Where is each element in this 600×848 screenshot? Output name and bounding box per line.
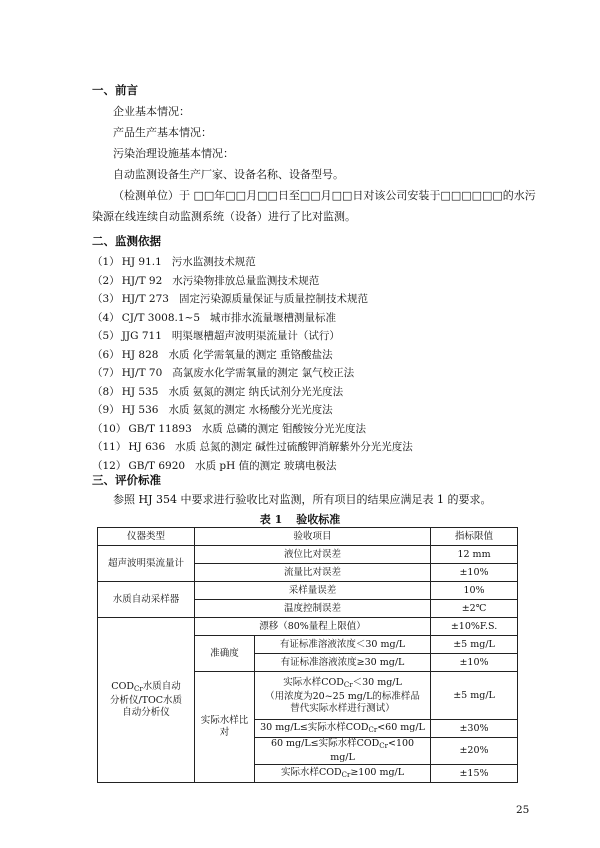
table-row [98, 618, 518, 636]
reference-item: （11） HJ 636 水质 总氮的测定 碱性过硫酸钾消解紫外分光光度法 [92, 441, 413, 453]
preface-enterprise: 企业基本情况： [113, 105, 190, 118]
criteria-limit: ±5 mg/L [431, 636, 518, 654]
criteria-limit: 10% [431, 582, 518, 600]
preface-monitoring-statement-cont: 染源在线连续自动监测系统（设备）进行了比对监测。 [92, 210, 356, 223]
accuracy-group-label: 准确度 [195, 636, 255, 672]
criteria-item: 流量比对误差 [195, 564, 431, 582]
header-item: 验收项目 [195, 528, 431, 546]
criteria-limit: ±30% [431, 720, 518, 738]
criteria-item: 温度控制误差 [195, 600, 431, 618]
page-number: 25 [516, 804, 530, 816]
preface-production: 产品生产基本情况： [113, 126, 212, 139]
reference-item: （4） CJ/T 3008.1~5 城市排水流量堰槽测量标准 [92, 311, 337, 324]
criteria-item: 液位比对误差 [195, 546, 431, 564]
criteria-item: 采样量误差 [195, 582, 431, 600]
criteria-paragraph: 参照 HJ 354 中要求进行验收比对监测，所有项目的结果应满足表 1 的要求。 [113, 493, 492, 506]
criteria-item: 有证标准溶液浓度≥30 mg/L [255, 654, 431, 672]
table-caption-title: 验收标准 [296, 513, 341, 526]
table-caption-number: 表 1 [259, 513, 283, 526]
criteria-item: 30 mg/L≤实际水样$COD_{Cr}<60$ mg/L [255, 720, 431, 738]
instrument-cod-analyzer: $COD_{Cr}$水质自动分析仪/TOC水质自动分析仪 [98, 618, 195, 783]
reference-item: （6） HJ 828 水质 化学需氧量的测定 重铬酸盐法 [92, 348, 333, 361]
reference-item: （8） HJ 535 水质 氨氮的测定 纳氏试剂分光光度法 [92, 385, 344, 398]
preface-treatment: 污染治理设施基本情况： [113, 147, 234, 160]
header-instrument-type: 仪器类型 [98, 528, 195, 546]
section-heading-preface: 一、前言 [92, 83, 138, 97]
section-heading-criteria: 三、评价标准 [92, 473, 161, 487]
preface-equipment: 自动监测设备生产厂家、设备名称、设备型号。 [113, 168, 344, 181]
acceptance-criteria-table [97, 527, 518, 783]
reference-item: （5） JJG 711 明渠堰槽超声波明渠流量计（试行） [92, 330, 340, 342]
criteria-limit: ±5 mg/L [431, 672, 518, 720]
criteria-item: 实际水样$COD_{Cr}<30$ mg/L （用浓度为20~25 mg/L的标准样品替代实际水样进行测试） [255, 672, 431, 720]
criteria-limit: ±20% [431, 738, 518, 765]
criteria-item: 漂移（80%量程上限值） [195, 618, 431, 636]
table-row [98, 546, 518, 564]
reference-item: （2） HJ/T 92 水污染物排放总量监测技术规范 [92, 274, 320, 287]
header-limit: 指标限值 [431, 528, 518, 546]
criteria-item: 有证标准溶液浓度＜30 mg/L [255, 636, 431, 654]
reference-item: （9） HJ 536 水质 氨氮的测定 水杨酸分光光度法 [92, 404, 333, 416]
reference-item: （10） GB/T 11893 水质 总磷的测定 钼酸铵分光光度法 [92, 422, 366, 435]
criteria-limit: ±2℃ [431, 600, 518, 618]
reference-item: （12） GB/T 6920 水质 pH 值的测定 玻璃电极法 [92, 459, 337, 472]
instrument-sampler: 水质自动采样器 [98, 582, 195, 618]
reference-item: （3） HJ/T 273 固定污染源质量保证与质量控制技术规范 [92, 293, 368, 305]
preface-monitoring-statement: （检测单位）于 □□年□□月□□日至□□月□□日对该公司安装于□□□□□□的水污 [113, 189, 536, 202]
table-caption [0, 513, 600, 527]
criteria-item: 实际水样$COD_{Cr}\ge 100$ mg/L [255, 765, 431, 783]
table-header-row [98, 528, 518, 546]
sample-comparison-group-label: 实际水样比对 [195, 672, 255, 783]
reference-item: （1） HJ 91.1 污水监测技术规范 [92, 256, 256, 268]
reference-item: （7） HJ/T 70 高氯废水化学需氧量的测定 氯气校正法 [92, 367, 355, 379]
criteria-limit: ±10% [431, 654, 518, 672]
criteria-item: 60 mg/L≤实际水样$COD_{Cr}<100$ mg/L [255, 738, 431, 765]
table-row [98, 582, 518, 600]
criteria-limit: ±10% [431, 564, 518, 582]
instrument-flowmeter: 超声波明渠流量计 [98, 546, 195, 582]
criteria-limit: 12 mm [431, 546, 518, 564]
section-heading-basis: 二、监测依据 [92, 234, 161, 248]
criteria-limit: ±10%F.S. [431, 618, 518, 636]
criteria-limit: ±15% [431, 765, 518, 783]
